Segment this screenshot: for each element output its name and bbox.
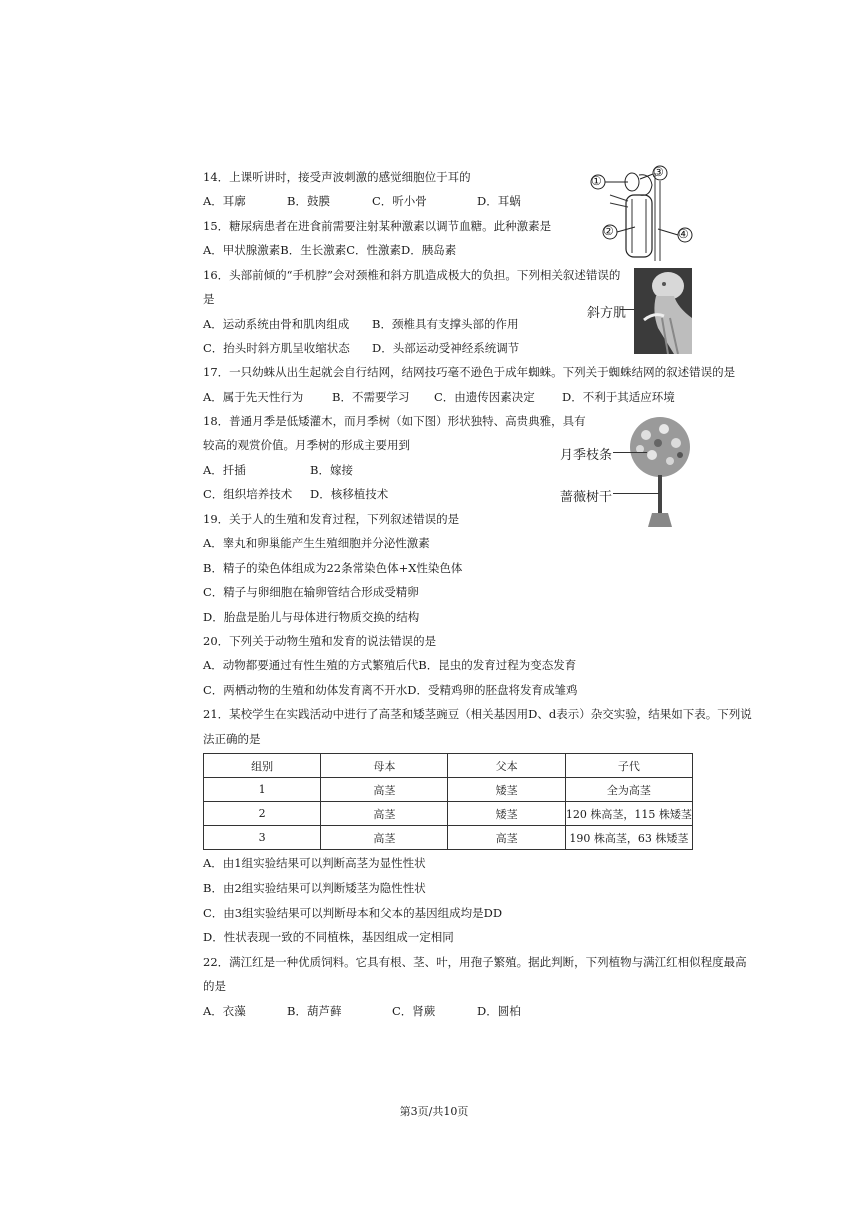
table-cell: 3: [204, 826, 321, 850]
rose-branch-label: 月季枝条: [560, 448, 613, 463]
q16-stem: 16．头部前倾的“手机脖”会对颈椎和斜方肌造成极大的负担。下列相关叙述错误的: [203, 268, 621, 282]
rose-branch-pointer-line: [613, 452, 647, 453]
q17-option-c: C．由遗传因素决定: [434, 390, 535, 404]
q22-option-c: C．肾蕨: [392, 1004, 436, 1018]
q22-option-b: B．葫芦藓: [287, 1004, 342, 1018]
muscle-label: 斜方肌: [587, 306, 627, 321]
table-cell: 全为高茎: [565, 778, 692, 802]
rose-trunk-pointer-line: [613, 493, 659, 494]
table-cell: 1: [204, 778, 321, 802]
q22-option-d: D．圆柏: [477, 1004, 521, 1018]
q19-option-b: B．精子的染色体组成为22条常染色体+X性染色体: [203, 561, 463, 575]
q19-stem: 19．关于人的生殖和发育过程，下列叙述错误的是: [203, 512, 460, 526]
q15-options: A．甲状腺激素B．生长激素C．性激素D．胰岛素: [203, 243, 457, 257]
q16-option-c: C．抬头时斜方肌呈收缩状态: [203, 341, 350, 355]
ear-label-3: ③: [653, 165, 664, 179]
q18-option-d: D．核移植技术: [310, 487, 389, 501]
table-cell: 高茎: [448, 826, 565, 850]
q22-stem-cont: 的是: [203, 979, 226, 993]
q14-option-d: D．耳蜗: [477, 194, 521, 208]
table-cell: 高茎: [321, 826, 448, 850]
q16-option-d: D．头部运动受神经系统调节: [372, 341, 520, 355]
q17-option-a: A．属于先天性行为: [203, 390, 304, 404]
rose-trunk-label: 蔷薇树干: [560, 490, 613, 505]
q18-stem: 18．普通月季是低矮灌木，而月季树（如下图）形状独特、高贵典雅，具有: [203, 414, 586, 428]
q14-stem: 14．上课听讲时，接受声波刺激的感觉细胞位于耳的: [203, 170, 471, 184]
q18-option-a: A．扦插: [203, 463, 246, 477]
q14-option-b: B．鼓膜: [287, 194, 330, 208]
table-header-offspring: 子代: [565, 754, 692, 778]
q16-option-b: B．颈椎具有支撑头部的作用: [372, 317, 519, 331]
table-row: [204, 778, 693, 802]
q19-option-a: A．睾丸和卵巢能产生生殖细胞并分泌性激素: [203, 536, 430, 550]
page-number: 第3页/共10页: [399, 1105, 469, 1118]
q22-option-a: A．衣藻: [203, 1004, 246, 1018]
q21-option-d: D．性状表现一致的不同植株，基因组成一定相同: [203, 930, 454, 944]
pea-cross-table: [203, 753, 693, 850]
table-header-mother: 母本: [321, 754, 448, 778]
table-cell: 190 株高茎，63 株矮茎: [565, 826, 692, 850]
table-cell: 120 株高茎，115 株矮茎: [565, 802, 692, 826]
q14-option-c: C．听小骨: [372, 194, 427, 208]
q18-option-c: C．组织培养技术: [203, 487, 293, 501]
q21-stem-cont: 法正确的是: [203, 732, 261, 746]
q18-stem-cont: 较高的观赏价值。月季树的形成主要用到: [203, 438, 410, 452]
table-cell: 2: [204, 802, 321, 826]
ear-label-1: ①: [591, 174, 602, 188]
q21-option-c: C．由3组实验结果可以判断母本和父本的基因组成均是DD: [203, 906, 503, 920]
q20-options-row2: C．两栖动物的生殖和幼体发育离不开水D．受精鸡卵的胚盘将发育成雏鸡: [203, 683, 578, 697]
q22-stem: 22．满江红是一种优质饲料。它具有根、茎、叶，用孢子繁殖。据此判断，下列植物与满江红相似程度最高: [203, 955, 747, 969]
table-cell: 矮茎: [448, 802, 565, 826]
q14-option-a: A．耳廓: [203, 194, 246, 208]
table-cell: 高茎: [321, 778, 448, 802]
ear-label-4: ④: [678, 227, 689, 241]
q17-stem: 17．一只幼蛛从出生起就会自行结网，结网技巧毫不逊色于成年蜘蛛。下列关于蜘蛛结网的叙述错误的是: [203, 365, 736, 379]
table-header-father: 父本: [448, 754, 565, 778]
table-header-row: [204, 754, 693, 778]
table-cell: 矮茎: [448, 778, 565, 802]
q15-stem: 15．糖尿病患者在进食前需要注射某种激素以调节血糖。此种激素是: [203, 219, 552, 233]
q19-option-d: D．胎盘是胎儿与母体进行物质交换的结构: [203, 610, 420, 624]
q18-option-b: B．嫁接: [310, 463, 353, 477]
q19-option-c: C．精子与卵细胞在输卵管结合形成受精卵: [203, 585, 419, 599]
ear-label-2: ②: [603, 224, 614, 238]
q17-option-d: D．不利于其适应环境: [562, 390, 675, 404]
table-row: [204, 826, 693, 850]
q20-options-row1: A．动物都要通过有性生殖的方式繁殖后代B．昆虫的发育过程为变态发育: [203, 658, 577, 672]
q21-option-b: B．由2组实验结果可以判断矮茎为隐性性状: [203, 881, 426, 895]
table-cell: 高茎: [321, 802, 448, 826]
q17-option-b: B．不需要学习: [332, 390, 410, 404]
q21-stem: 21．某校学生在实践活动中进行了高茎和矮茎豌豆（相关基因用D、d表示）杂交实验，结果如下表。下列说: [203, 707, 752, 721]
rose-tree-figure: [628, 415, 692, 527]
table-row: [204, 802, 693, 826]
q16-stem-cont: 是: [203, 292, 215, 306]
neck-muscle-figure: [634, 268, 692, 354]
ear-figure: [590, 165, 695, 263]
q21-option-a: A．由1组实验结果可以判断高茎为显性性状: [203, 856, 426, 870]
q16-option-a: A．运动系统由骨和肌肉组成: [203, 317, 350, 331]
q20-stem: 20．下列关于动物生殖和发育的说法错误的是: [203, 634, 437, 648]
table-header-group: 组别: [204, 754, 321, 778]
